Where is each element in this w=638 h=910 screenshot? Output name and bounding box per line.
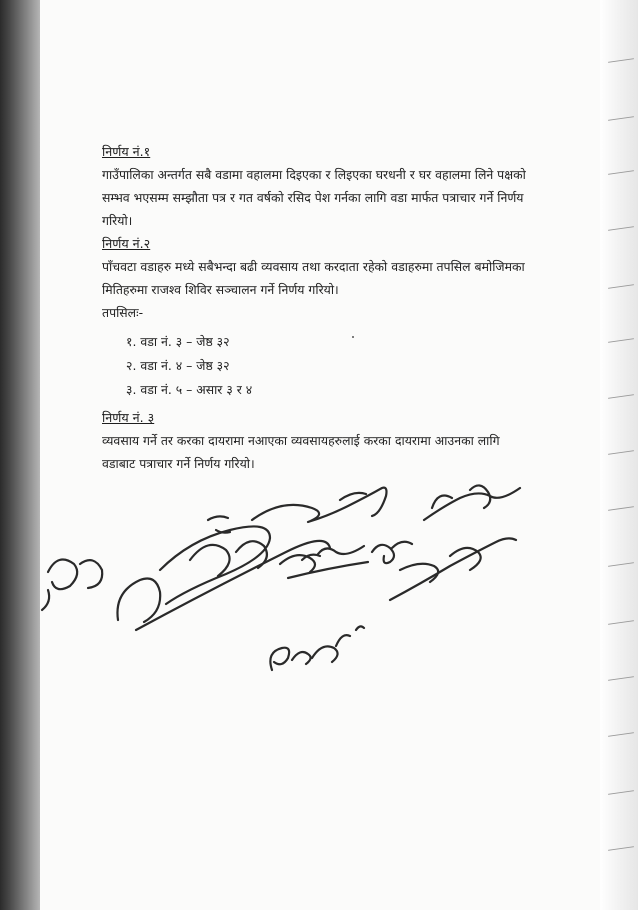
schedule-label: तपसिलः- xyxy=(102,305,144,320)
signature-scribble xyxy=(390,538,516,600)
decision-2-heading: निर्णय नं.२ xyxy=(102,236,151,251)
signature-scribble xyxy=(42,560,102,611)
schedule-item: २. वडा नं. ४ – जेष्ठ ३२ xyxy=(126,358,230,373)
signature-scribble xyxy=(270,626,364,670)
signature-scribble xyxy=(288,562,368,578)
decision-2-line: पाँचवटा वडाहरु मध्ये सबैभन्दा बढी व्यवसाय तथा करदाता रहेको वडाहरुमा तपसिल बमोजिमका xyxy=(102,259,525,274)
decision-3-line: वडाबाट पत्राचार गर्ने निर्णय गरियो। xyxy=(102,456,255,471)
handwritten-signatures xyxy=(40,460,600,700)
signature-area xyxy=(40,460,600,700)
signature-scribble xyxy=(424,485,520,520)
schedule-item: ३. वडा नं. ५ – असार ३ र ४ xyxy=(126,382,253,397)
decision-2-line: मितिहरुमा राजश्व शिविर सञ्चालन गर्ने निर्णय गरियो। xyxy=(102,282,339,297)
decision-3-heading: निर्णय नं. ३ xyxy=(102,410,155,425)
signature-scribble xyxy=(372,542,412,563)
decision-1-heading: निर्णय नं.१ xyxy=(102,144,151,159)
decision-3-line: व्यवसाय गर्ने तर करका दायरामा नआएका व्यवसायहरुलाई करका दायरामा आउनका लागि xyxy=(102,433,500,448)
decision-1-line: सम्भव भएसम्म सम्झौता पत्र र गत वर्षको रसिद पेश गर्नका लागि वडा मार्फत पत्राचार गर्ने निर्णय xyxy=(102,190,524,205)
schedule-item: १. वडा नं. ३ – जेष्ठ ३२ xyxy=(126,334,230,349)
stray-dot xyxy=(352,336,354,338)
signature-scribble xyxy=(252,488,387,522)
schedule-list xyxy=(126,330,582,402)
minutes-text xyxy=(102,140,582,475)
decision-1-line: गरियो। xyxy=(102,213,133,228)
decision-1-line: गाउँपालिका अन्तर्गत सबै वडामा वहालमा दिइएका र लिइएका घरधनी र घर वहालमा लिने पक्षको xyxy=(102,167,526,182)
signature-scribble xyxy=(117,526,330,630)
page-edge-stack xyxy=(600,0,638,910)
